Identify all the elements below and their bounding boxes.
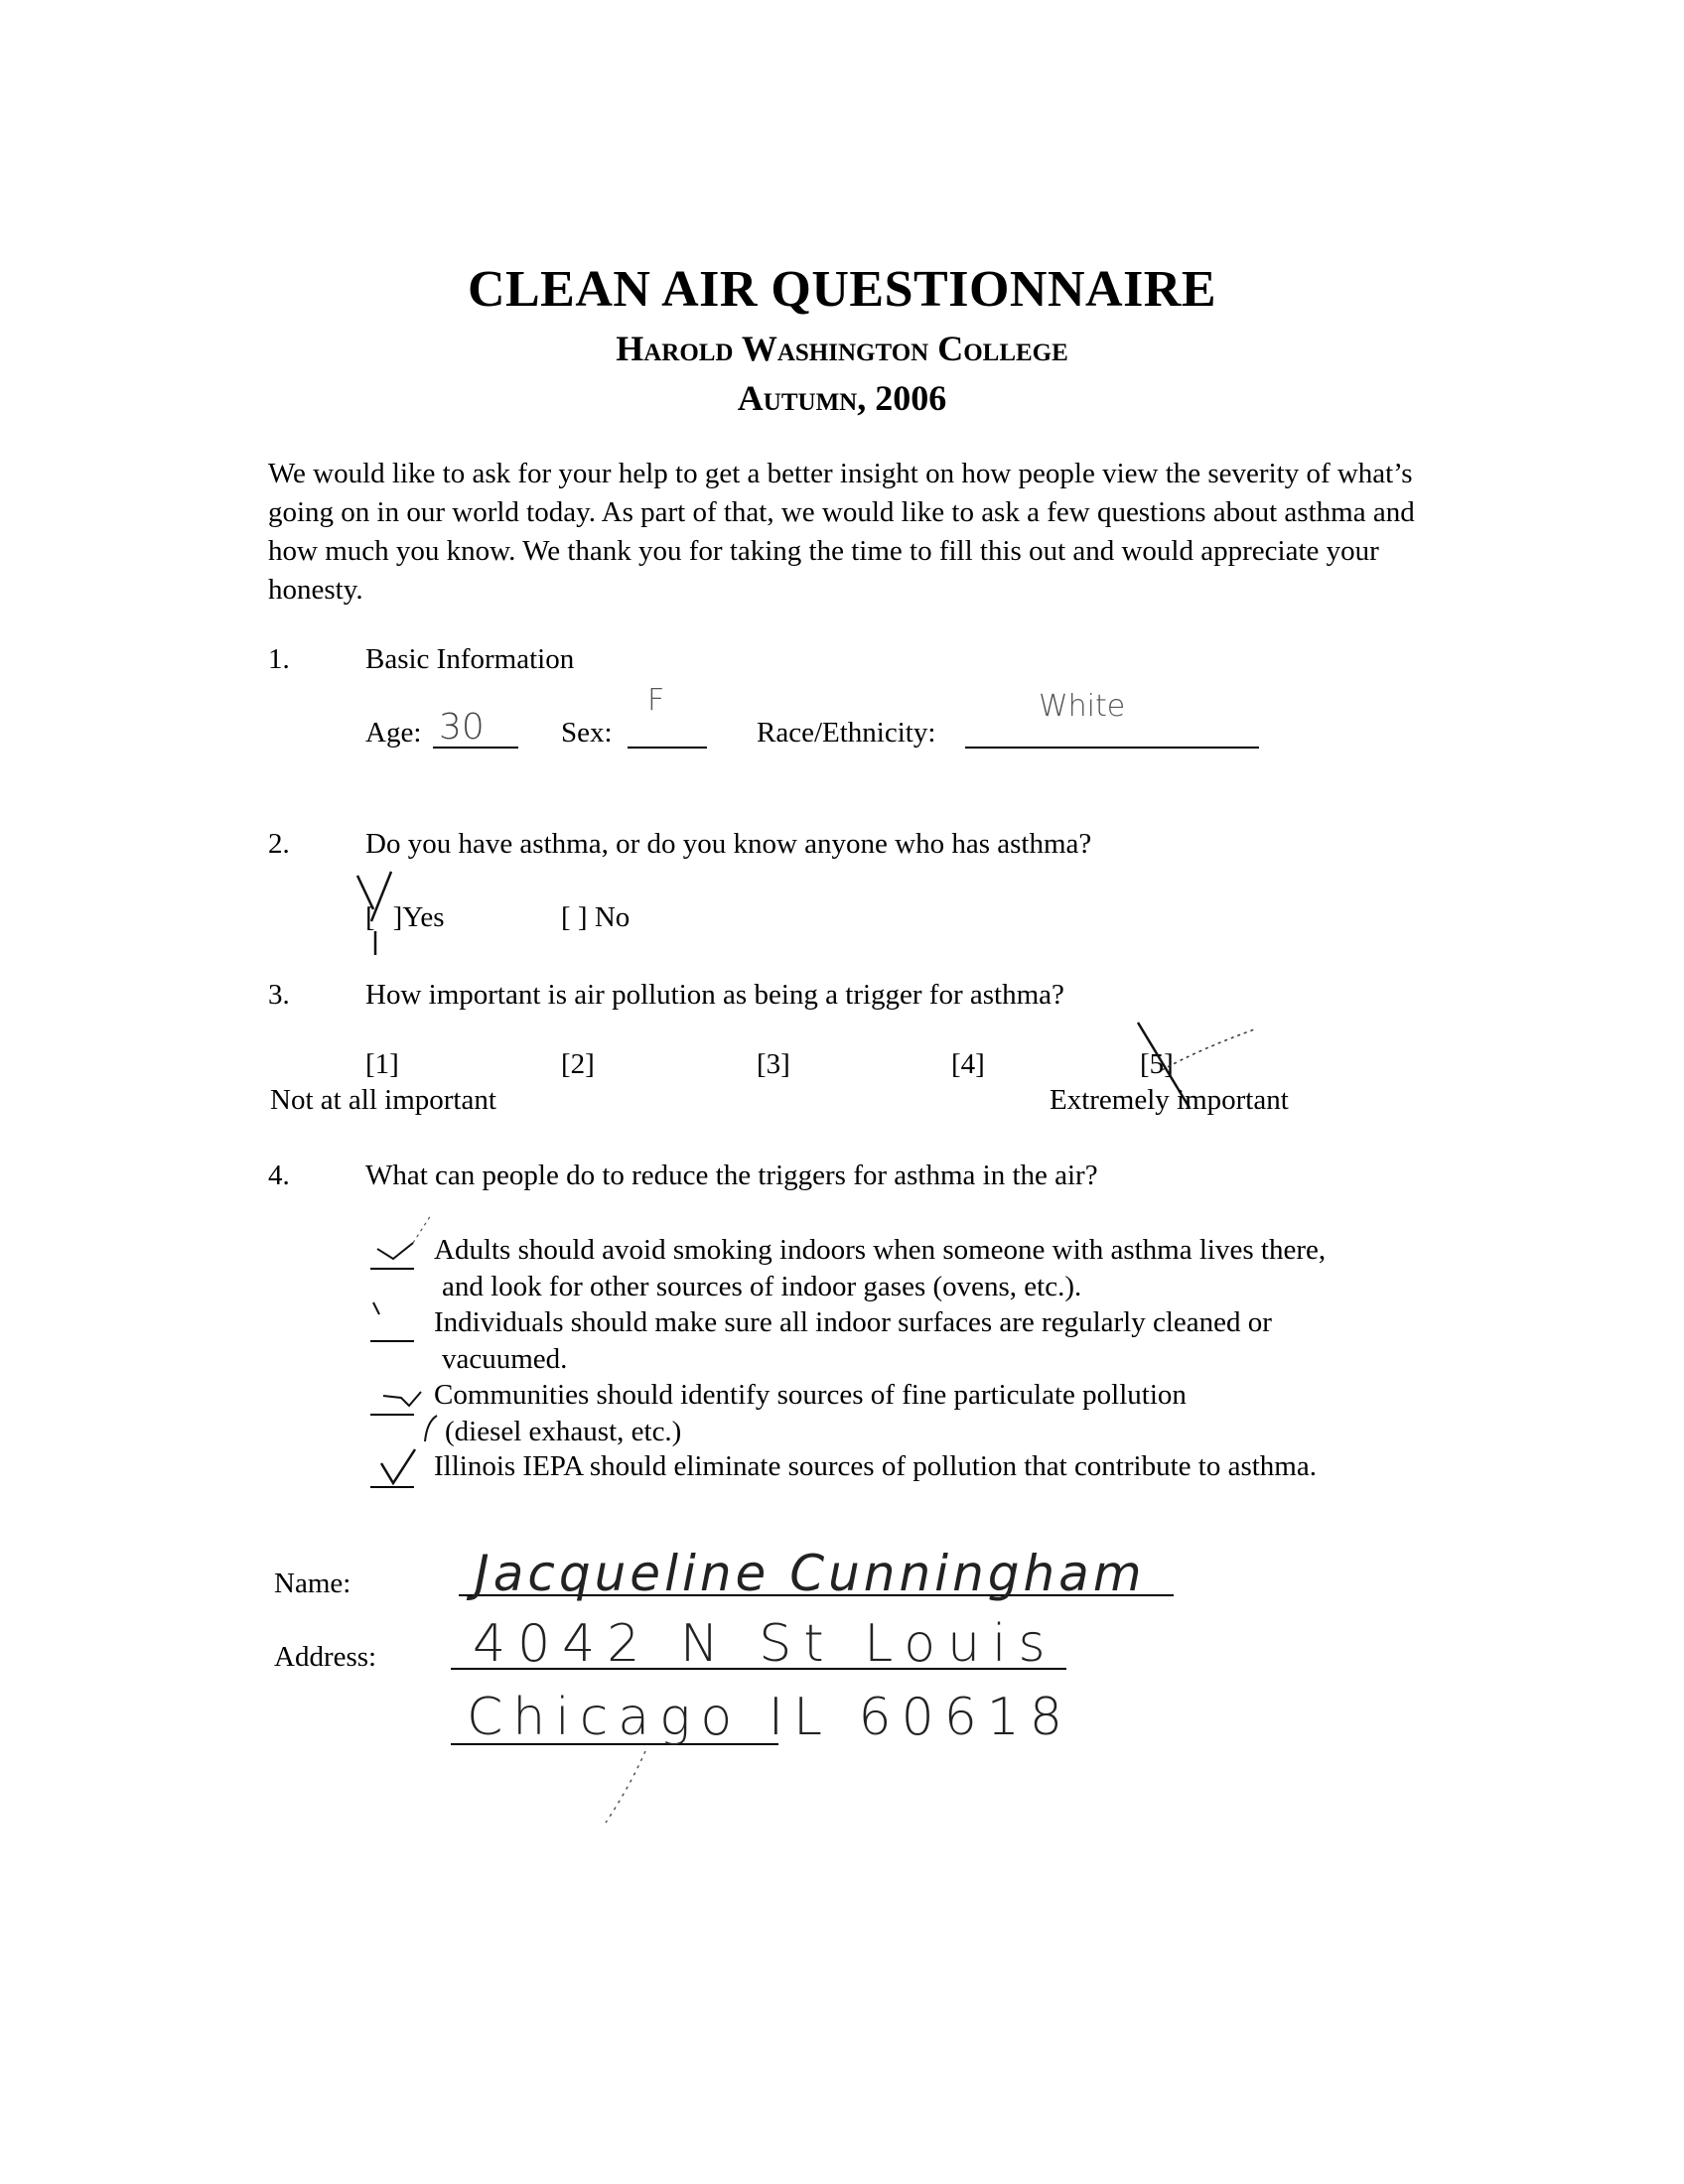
q4-item-3-line1: Communities should identify sources of fine particulate pollution xyxy=(434,1379,1187,1411)
form-title: CLEAN AIR QUESTIONNAIRE xyxy=(467,261,1217,318)
q3-option-1[interactable]: [1] xyxy=(365,1048,399,1080)
intro-paragraph: We would like to ask for your help to get a better insight on how people view the severity of what’s going on in our world today. As part of that, we would like to ask a few questions about asthma and how much you know. We thank you for taking the time to fill this out and would appreciate your honesty. xyxy=(268,458,1415,606)
q3-option-3[interactable]: [3] xyxy=(757,1048,790,1080)
q4-item-3-line2: (diesel exhaust, etc.) xyxy=(445,1416,682,1447)
sex-field[interactable]: F xyxy=(647,683,665,718)
race-line xyxy=(965,747,1259,749)
stray-pen-mark xyxy=(600,1747,659,1827)
q2-question: Do you have asthma, or do you know anyone who has asthma? xyxy=(365,828,1092,860)
q4-item-1-check-mark xyxy=(375,1213,435,1273)
q3-option-4[interactable]: [4] xyxy=(951,1048,985,1080)
q3-high-label: Extremely important xyxy=(1050,1084,1289,1116)
q4-question: What can people do to reduce the triggers for asthma in the air? xyxy=(365,1160,1098,1191)
address-label: Address: xyxy=(274,1641,377,1673)
q4-number: 4. xyxy=(268,1160,290,1191)
q3-number: 3. xyxy=(268,979,290,1011)
name-field[interactable]: Jacqueline Cunningham xyxy=(475,1545,1146,1602)
q4-item-1-line2: and look for other sources of indoor gases (ovens, etc.). xyxy=(442,1271,1082,1302)
q4-item-1-line1: Adults should avoid smoking indoors when someone with asthma lives there, xyxy=(434,1234,1327,1266)
q2-yes-label: Yes xyxy=(402,901,445,933)
q2-no-option[interactable]: [ ] No xyxy=(561,901,631,933)
race-label: Race/Ethnicity: xyxy=(757,717,936,749)
q4-item-4-line1: Illinois IEPA should eliminate sources of pollution that contribute to asthma. xyxy=(434,1450,1317,1482)
sex-line xyxy=(628,747,707,749)
q2-yes-option[interactable]: [ ]Yes xyxy=(365,901,445,933)
q2-number: 2. xyxy=(268,828,290,860)
race-field[interactable]: White xyxy=(1039,689,1126,724)
q4-item-3-check-mark xyxy=(381,1376,441,1445)
q3-low-label: Not at all important xyxy=(270,1084,496,1116)
q4-item-2-check-mark xyxy=(369,1298,409,1338)
sex-label: Sex: xyxy=(561,717,613,749)
q4-item-4-check-mark xyxy=(377,1445,427,1489)
q1-label: Basic Information xyxy=(365,643,575,675)
age-field[interactable]: 30 xyxy=(439,707,485,748)
address-field-2[interactable]: Chicago IL 60618 xyxy=(467,1688,1072,1747)
q1-number: 1. xyxy=(268,643,290,675)
q4-item-2-line1: Individuals should make sure all indoor surfaces are regularly cleaned or xyxy=(434,1306,1272,1338)
institution-name: Harold Washington College xyxy=(616,329,1068,368)
q3-option-5[interactable]: [5] xyxy=(1140,1048,1174,1080)
q3-option-2[interactable]: [2] xyxy=(561,1048,595,1080)
form-term: Autumn, 2006 xyxy=(737,378,947,418)
q2-yes-check-mark xyxy=(353,870,413,959)
q4-item-2-line[interactable] xyxy=(370,1340,414,1342)
q3-question: How important is air pollution as being a trigger for asthma? xyxy=(365,979,1064,1011)
q4-item-2-line2: vacuumed. xyxy=(442,1343,568,1375)
name-label: Name: xyxy=(274,1568,351,1599)
address-field-1[interactable]: 4042 N St Louis xyxy=(473,1614,1057,1674)
age-label: Age: xyxy=(365,717,422,749)
